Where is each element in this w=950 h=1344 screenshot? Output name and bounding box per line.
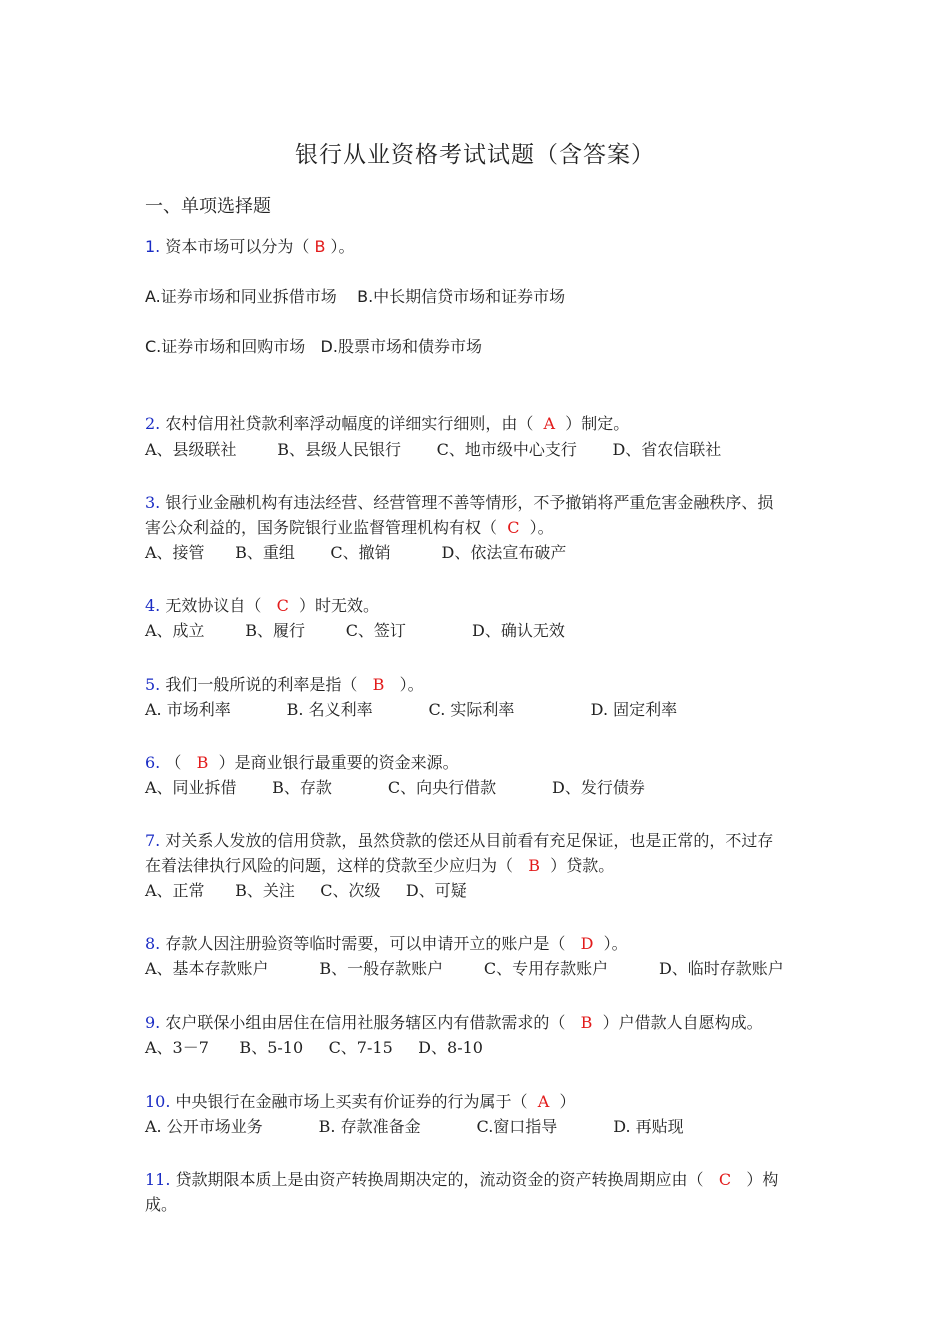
option-text: 证券市场和回购市场 [161,337,321,356]
question-number: 1. [145,237,161,256]
answer-mark: B [528,856,541,875]
question-5 [145,674,424,696]
question-3-line-2 [145,517,554,539]
question-7-options: A、正常 B、关注 C、次级 D、可疑 [145,881,467,900]
question-text: ）户借款人自愿构成。 [592,1013,763,1032]
option-text: 中长期信贷市场和证券市场 [373,287,566,306]
question-text: 银行业金融机构有违法经营、经营管理不善等情形，不予撤销将严重危害金融秩序、损 [165,493,774,512]
question-2-options: A、县级联社 B、县级人民银行 C、地市级中心支行 D、省农信联社 [145,440,722,459]
question-9-options: A、3－7 B、5-10 C、7-15 D、8-10 [145,1038,483,1057]
question-number: 3. [145,493,161,512]
question-text: 中央银行在金融市场上买卖有价证券的行为属于（ [175,1092,538,1111]
question-text: 对关系人发放的信用贷款，虽然贷款的偿还从目前看有充足保证，也是正常的，不过存 [165,831,774,850]
answer-mark: A [543,414,556,433]
question-10-options: A. 公开市场业务 B. 存款准备金 C.窗口指导 D. 再贴现 [145,1117,684,1136]
question-text: ）。 [593,934,628,953]
question-8-options: A、基本存款账户 B、一般存款账户 C、专用存款账户 D、临时存款账户 [145,959,784,978]
question-number: 11. [145,1170,171,1189]
option-letter: D. [320,337,338,356]
question-5-options: A. 市场利率 B. 名义利率 C. 实际利率 D. 固定利率 [145,700,678,719]
answer-mark: C [507,518,520,537]
question-number: 8. [145,934,161,953]
question-number: 6. [145,753,161,772]
question-text: 害公众利益的，国务院银行业监督管理机构有权（ [145,518,508,537]
answer-mark: B [372,675,385,694]
question-2 [145,413,629,435]
answer-mark: C [276,596,289,615]
answer-mark: B [580,1013,593,1032]
option-letter: C. [145,337,162,356]
question-1-options-row-1 [145,286,565,308]
question-text: 在着法律执行风险的问题，这样的贷款至少应归为（ [145,856,529,875]
option-text: 证券市场和同业拆借市场 [160,287,358,306]
question-10 [145,1091,575,1113]
option-letter: A. [145,287,161,306]
question-text: ） [549,1092,576,1111]
question-8 [145,933,628,955]
option-text: 股票市场和债券市场 [337,337,482,356]
question-4-options: A、成立 B、履行 C、签订 D、确认无效 [145,621,565,640]
question-6 [145,752,459,774]
question-text: ）时无效。 [288,596,380,615]
question-text: 无效协议自（ [165,596,277,615]
question-3 [145,492,773,514]
answer-mark: B [196,753,209,772]
question-11-line-2: 成。 [145,1195,178,1214]
question-3-options: A、接管 B、重组 C、撤销 D、依法宣布破产 [145,543,567,562]
question-11 [145,1169,778,1191]
answer-mark: C [718,1170,732,1189]
question-number: 4. [145,596,161,615]
option-letter: B. [357,287,374,306]
question-number: 2. [145,414,161,433]
question-7 [145,830,773,852]
question-number: 10. [145,1092,171,1111]
question-text: 资本市场可以分为（ [165,237,315,256]
question-4 [145,595,379,617]
question-text: （ [165,753,197,772]
question-text: ）是商业银行最重要的资金来源。 [208,753,459,772]
question-text: 存款人因注册验资等临时需要，可以申请开立的账户是（ [165,934,581,953]
answer-mark: B [314,237,326,256]
answer-mark: D [580,934,594,953]
question-text: ）构 [731,1170,779,1189]
question-text: ）。 [325,237,355,256]
page-title: 银行从业资格考试试题（含答案） [295,142,655,168]
question-text: 贷款期限本质上是由资产转换周期决定的，流动资金的资产转换周期应由（ [175,1170,719,1189]
question-text: ）。 [384,675,424,694]
question-9 [145,1012,763,1034]
question-text: ）贷款。 [540,856,615,875]
question-number: 7. [145,831,161,850]
question-7-line-2 [145,855,614,877]
question-1-options-row-2 [145,336,482,358]
question-text: ）。 [519,518,554,537]
question-text: 农户联保小组由居住在信用社服务辖区内有借款需求的（ [165,1013,581,1032]
question-6-options: A、同业拆借 B、存款 C、向央行借款 D、发行债券 [145,778,645,797]
question-number: 5. [145,675,161,694]
question-number: 9. [145,1013,161,1032]
question-text: 农村信用社贷款利率浮动幅度的详细实行细则，由（ [165,414,544,433]
section-heading: 一、单项选择题 [145,196,271,217]
answer-mark: A [537,1092,550,1111]
question-1 [145,236,355,258]
question-text: 我们一般所说的利率是指（ [165,675,373,694]
question-text: ）制定。 [555,414,630,433]
